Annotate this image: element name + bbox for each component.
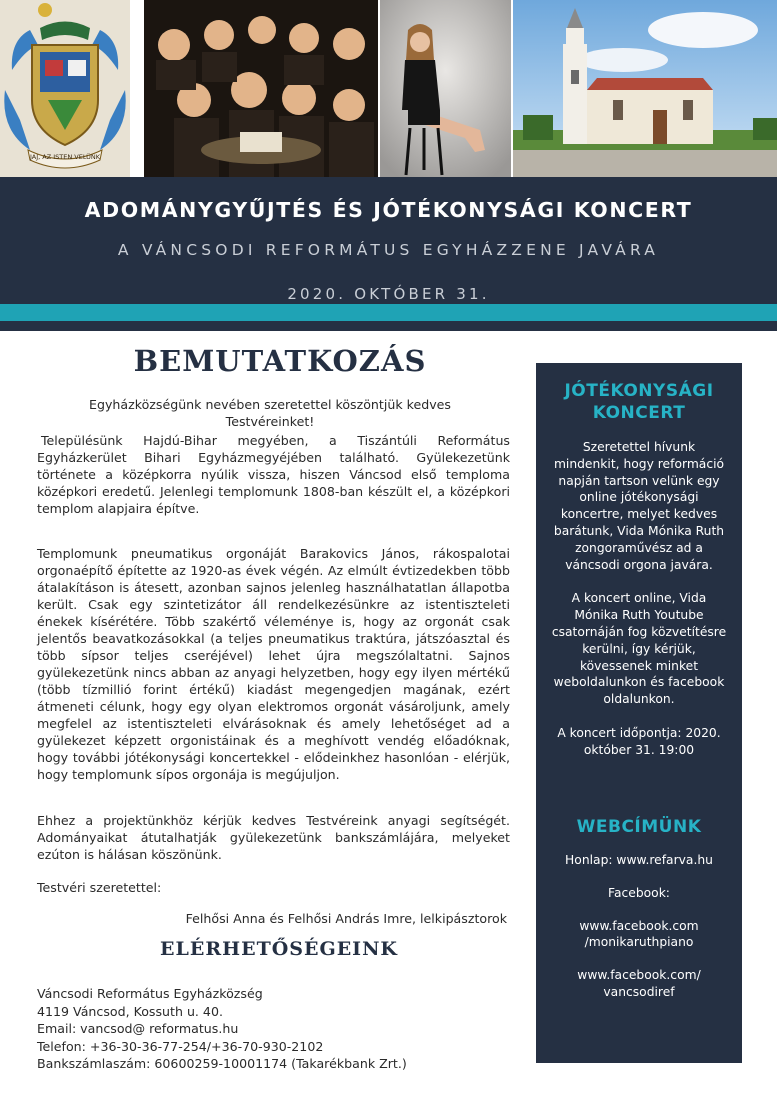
contact-email[interactable]: Email: vancsod@ reformatus.hu [37, 1021, 239, 1036]
teal-stripe [0, 304, 777, 321]
paragraph-text: Ehhez a projektünkhöz kérjük kedves Testvéreink anyagi segítségét. Adományaikat átutalhatják gyülekezetünk bankszámlájára, melyeket ezúton is hálásan köszönünk. [37, 813, 510, 862]
concert-time: A koncert időpontja: 2020. október 31. 19:00 [557, 725, 721, 757]
facebook-label: Facebook: [608, 885, 670, 900]
web-heading: WEBCÍMÜNK [576, 817, 702, 837]
body-paragraph-closing [37, 879, 510, 896]
crest-motto: JAJ, AZ ISTEN VELÜNK [29, 153, 101, 161]
pastors-signature: Felhősi Anna és Felhősi András Imre, lelkipásztorok [185, 911, 507, 926]
body-paragraph-donation [37, 812, 510, 863]
body-paragraph-history [37, 432, 510, 517]
event-subtitle: A VÁNCSODI REFORMÁTUS EGYHÁZZENE JAVÁRA [117, 241, 660, 259]
introduction-heading: BEMUTATKOZÁS [133, 344, 427, 378]
photo-strip [0, 0, 777, 177]
navy-stripe [0, 321, 777, 331]
contact-heading: ELÉRHETŐSÉGEINK [160, 938, 398, 960]
event-date: 2020. OKTÓBER 31. [287, 285, 490, 303]
concert-sidebar [536, 363, 742, 1063]
contact-bank-account: Bankszámlaszám: 60600259-10001174 (Takarékbank Zrt.) [37, 1056, 407, 1071]
contact-phone[interactable]: Telefon: +36-30-36-77-254/+36-70-930-2102 [37, 1038, 324, 1054]
church-photo-image [513, 0, 777, 177]
contact-block [37, 985, 507, 1073]
pianist-photo-image [380, 0, 511, 177]
paragraph-text: Testvéri szeretettel: [37, 880, 162, 895]
body-paragraph-organ [37, 545, 510, 783]
web-links [550, 852, 728, 1001]
greeting-text: Egyházközségünk nevében szeretettel köszöntjük kedves Testvéreinket! [89, 397, 451, 429]
coat-of-arms-image [0, 0, 130, 177]
concert-heading: JÓTÉKONYSÁGI KONCERT [564, 381, 714, 423]
paragraph-text: Templomunk pneumatikus orgonáját Barakovics János, rákospalotai orgonaépítő építette az 1920-as évek végén. Az elmúlt évtizedekben több átalakításon is átesett, azonban sajnos jelenleg használhatatlan állapotba került. Csak egy szintetizátor áll rendelkezésünkre az istentiszteleti énekek kísérétére. Több szakértő véleménye is, hogy az orgonát csak jelentős beavatkozásokkal (a teljes pneumatikus traktúra, játszóasztal és több sípsor teljes cseréjével) lehet újra megszólaltatni. Sajnos gyülekezetünk nincs abban az anyagi helyzetben, hogy egy ilyen mértékű (több tízmillió forint értékű) kiadást megengedjen magának, ezért átmeneti célunk, hogy egy olyan elektromos orgonát vásároljunk, amely megfelel az istentiszteleti elvárásoknak és amely lehetőséget ad a gyülekezet képzett orgonistáinak és a meghívott vendég előadóknak, hogy további jótékonysági koncertekkel - elődeinkhez hasonlóan - elérjük, hogy templomunk sípos orgonája is megújuljon. [37, 546, 510, 782]
facebook-link-piano[interactable]: www.facebook.com /monikaruthpiano [579, 918, 699, 950]
facebook-link-church[interactable]: www.facebook.com/ vancsodiref [577, 968, 701, 999]
reformers-painting-image [144, 0, 378, 177]
contact-congregation: Váncsodi Református Egyházközség [37, 986, 263, 1001]
contact-address: 4119 Váncsod, Kossuth u. 40. [37, 1003, 223, 1019]
homepage-link[interactable]: Honlap: www.refarva.hu [565, 853, 713, 867]
concert-stream-info: A koncert online, Vida Mónika Ruth Youtube csatornáján fog közvetítésre kerülni, így kérjük, kövessenek minket weboldalunkon és facebook oldalunkon. [551, 591, 727, 707]
concert-invitation: Szeretettel hívunk mindenkit, hogy reformáció napján tartson velünk egy online jótékonysági koncertre, melyet kedves barátunk, Vida Mónika Ruth zongoraművész ad a váncsodi orgona javára. [553, 440, 725, 572]
event-title: ADOMÁNYGYŰJTÉS ÉS JÓTÉKONYSÁGI KONCERT [84, 198, 693, 222]
paragraph-text: Településünk Hajdú-Bihar megyében, a Tiszántúli Református Egyházkerület Bihari Egyházmegyéjében található. Gyülekezetünk története a középkorra nyúlik vissza, hiszen Váncsod első temploma középkori eredetű. Jelenlegi templomunk 1808-ban készült el, a középkori templom alapjaira építve. [37, 433, 510, 516]
concert-info [550, 439, 728, 759]
